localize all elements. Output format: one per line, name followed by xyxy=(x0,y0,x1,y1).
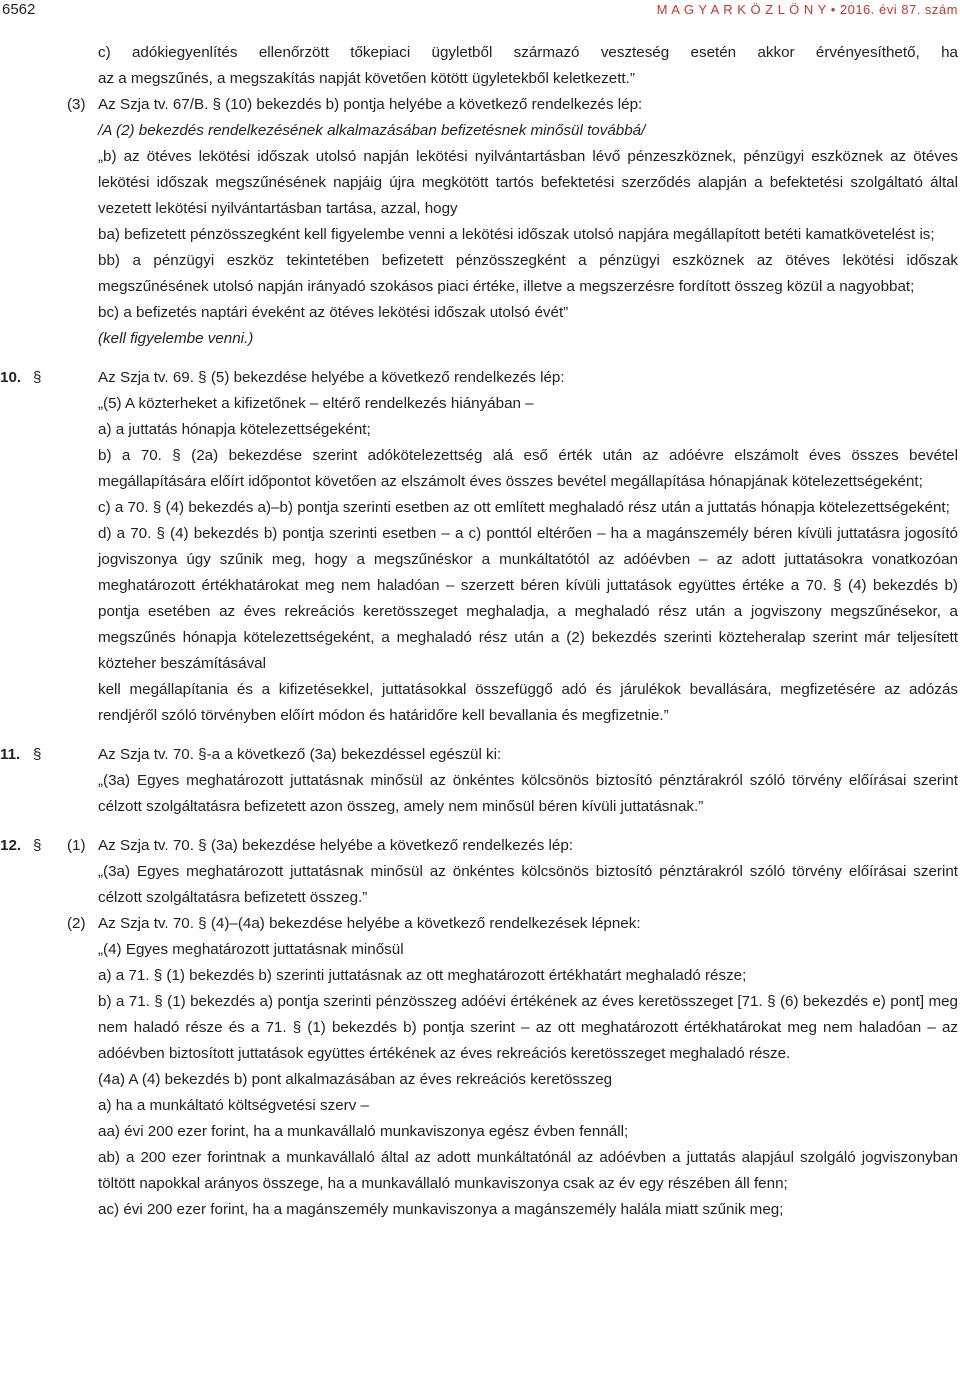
section-11 xyxy=(0,742,960,820)
italic-closing: (kell figyelembe venni.) xyxy=(98,330,254,347)
italic-intro: /A (2) bekezdés rendelkezésének alkalmazásában befizetésnek minősül továbbá/ xyxy=(98,122,646,139)
page-header xyxy=(0,0,960,28)
paragraph-c-line2: az a megszűnés, a megszakítás napját követően kötött ügyletekből keletkezett.” xyxy=(98,70,635,87)
point-a: a) a juttatás hónapja kötelezettségeként; xyxy=(98,421,371,438)
section-sign: § xyxy=(33,746,42,763)
closing-text: kell megállapítania és a kifizetésekkel, juttatásokkal összefüggő adó és járulékok bevallására, megfizetésére az adózás rendjéről szóló törvényben előírt módon és határidőre kell bevallania és megfizetnie.” xyxy=(98,681,958,724)
point-a: a) a 71. § (1) bekezdés b) szerinti juttatásnak az ott meghatározott értékhatárt meghaladó része; xyxy=(98,967,747,984)
point-a-budget: a) ha a munkáltató költségvetési szerv – xyxy=(98,1097,369,1114)
subsection-1-line: Az Szja tv. 70. § (3a) bekezdése helyébe a következő rendelkezés lép: xyxy=(98,837,574,854)
point-bc: bc) a befizetés naptári éveként az ötéves lekötési időszak utolsó évét” xyxy=(98,304,569,321)
point-ab: ab) a 200 ezer forintnak a munkavállaló által az adott munkáltatónál az adóévben a juttatás alapjául szolgáló jogviszonyban töltött napokkal arányos összege, ha a munkavállaló munkaviszonya csak az év egy részében áll fenn; xyxy=(98,1149,958,1192)
running-head: M A G Y A R K Ö Z L Ö N Y • 2016. évi 87. szám xyxy=(656,2,958,17)
paragraph-4: „(4) Egyes meghatározott juttatásnak minősül xyxy=(98,941,404,958)
section-sign: § xyxy=(33,837,42,854)
point-c: c) a 70. § (4) bekezdés a)–b) pontja szerinti esetben az ott említett meghaladó rész után a juttatás hónapja kötelezettségeként; xyxy=(98,499,950,516)
subsection-number: (1) xyxy=(67,837,86,854)
point-b: „b) az ötéves lekötési időszak utolsó napján lekötési nyilvántartásban lévő pénzeszköznek, pénzügyi eszköznek az ötéves lekötési időszak megszűnésének napjáig újra megkötött tartós befektetési szerződés alapján a befektetési szolgáltató által vezetett lekötési nyilvántartásban tartása, azzal, hogy xyxy=(98,148,958,217)
section-10-line: Az Szja tv. 69. § (5) bekezdése helyébe a következő rendelkezés lép: xyxy=(98,369,565,386)
section-11-line: Az Szja tv. 70. §-a a következő (3a) bekezdéssel egészül ki: xyxy=(98,746,502,763)
paragraph-c-line1: c) adókiegyenlítés ellenőrzött tőkepiaci ügyletből származó veszteség esetén akkor érvényesíthető, ha xyxy=(98,44,958,61)
section-number: 10. xyxy=(0,369,22,386)
point-aa: aa) évi 200 ezer forint, ha a munkavállaló munkaviszonya egész évben fennáll; xyxy=(98,1123,629,1140)
point-d: d) a 70. § (4) bekezdés b) pontja szerinti esetben – a c) ponttól eltérően – ha a magánszemély béren kívüli juttatásra jogosító jogviszonya úgy szűnik meg, hogy a megszűnéskor a munkáltatótól az adóévben – az adott juttatásokra vonatkozóan meghatározott értékhatárokat meg nem haladóan – szerzett béren kívüli juttatások együttes értéke a 70. § (4) bekezdés b) pontja esetében az éves rekreációs keretösszeget meghaladja, a meghaladó rész után a jogviszony megszűnésekor, a megszűnés hónapja kötelezettségeként, a meghaladó rész után a (2) bekezdés szerinti közteheralap szerint már teljesített közteher beszámításával xyxy=(98,525,958,672)
subsection-2-line: Az Szja tv. 70. § (4)–(4a) bekezdése helyébe a következő rendelkezések lépnek: xyxy=(98,915,641,932)
subsection-number: (3) xyxy=(67,96,86,113)
page-number: 6562 xyxy=(2,1,36,18)
point-ac: ac) évi 200 ezer forint, ha a magánszemély munkaviszonya a magánszemély halála miatt szűnik meg; xyxy=(98,1201,784,1218)
subsection-number: (2) xyxy=(67,915,86,932)
point-b: b) a 70. § (2a) bekezdése szerint adókötelezettség alá eső érték után az adóévre elszámolt éves összes bevétel megállapítására előírt időpontot követően az elszámolt éves összes bevétel megállapítása hónapjának kötelezettségeként; xyxy=(98,447,958,490)
point-bb: bb) a pénzügyi eszköz tekintetében befizetett pénzösszegként a pénzügyi eszköznek az ötéves lekötési időszak megszűnésének utolsó napján irányadó szokásos piaci értéke, illetve a megszerzésre fordított összeg közül a nagyobbat; xyxy=(98,252,958,295)
paragraph-5: „(5) A közterheket a kifizetőnek – eltérő rendelkezés hiányában – xyxy=(98,395,534,412)
subsection-3-line: Az Szja tv. 67/B. § (10) bekezdés b) pontja helyébe a következő rendelkezés lép: xyxy=(98,96,643,113)
paragraph-3a: „(3a) Egyes meghatározott juttatásnak minősül az önkéntes kölcsönös biztosító pénztárakról szóló törvény előírásai szerint célzott szolgáltatásra befizetett összeg.” xyxy=(98,863,958,906)
paragraph-3a: „(3a) Egyes meghatározott juttatásnak minősül az önkéntes kölcsönös biztosító pénztárakról szóló törvény előírásai szerint célzott szolgáltatásra befizetett azon összeg, amely nem minősül béren kívüli juttatásnak.” xyxy=(98,772,958,815)
section-sign: § xyxy=(33,369,42,386)
section-12 xyxy=(0,833,960,1223)
document-body xyxy=(0,40,960,1223)
section-number: 12. xyxy=(0,837,22,854)
section-number: 11. xyxy=(0,746,21,763)
point-ba: ba) befizetett pénzösszegként kell figyelembe venni a lekötési időszak utolsó napjára megállapított betéti kamatkövetelést is; xyxy=(98,226,935,243)
section-10 xyxy=(0,365,960,729)
continuation-block xyxy=(0,40,960,352)
paragraph-4a: (4a) A (4) bekezdés b) pont alkalmazásában az éves rekreációs keretösszeg xyxy=(98,1071,613,1088)
point-b: b) a 71. § (1) bekezdés a) pontja szerinti pénzösszeg adóévi értékének az éves keretösszeget [71. § (6) bekezdés e) pont] meg nem haladó része és a 71. § (1) bekezdés b) pontja szerint – az ott meghatározott értékhatárokat meg nem haladóan – az adóévben biztosított juttatások együttes értékének az éves rekreációs keretösszeget meghaladó része. xyxy=(98,993,958,1062)
